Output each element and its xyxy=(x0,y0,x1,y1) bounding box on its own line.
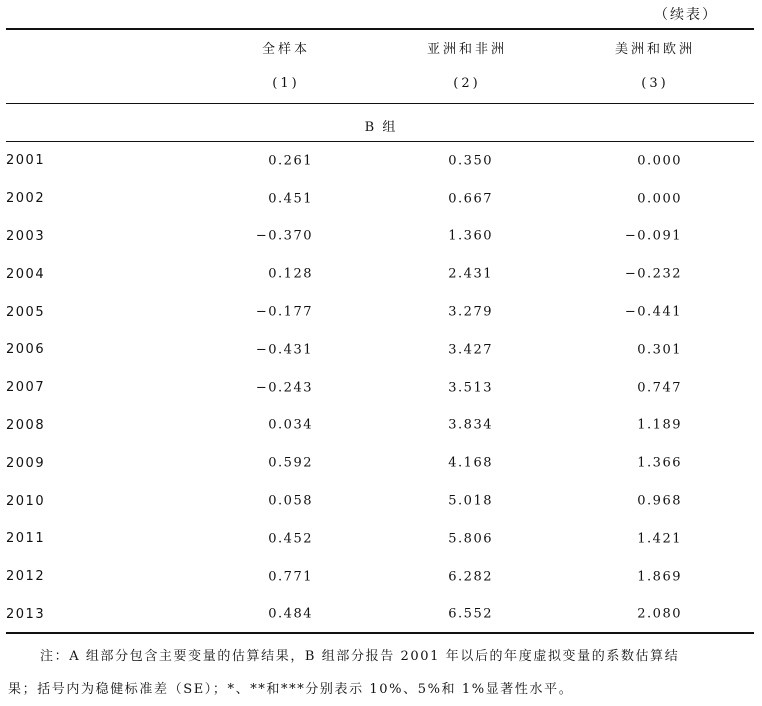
cell-col1: 0.128 xyxy=(268,266,313,282)
cell-col3: 2.080 xyxy=(637,606,682,622)
row-year: 2011 xyxy=(6,531,46,547)
cell-col3: 0.000 xyxy=(637,191,682,207)
cell-col2: 2.431 xyxy=(448,266,493,282)
cell-col1: −0.243 xyxy=(255,380,313,396)
cell-col1: 0.451 xyxy=(268,191,313,207)
cell-col1: 0.452 xyxy=(268,531,313,547)
col2-number: (2) xyxy=(453,76,481,91)
row-year: 2007 xyxy=(6,380,46,396)
cell-col3: 1.366 xyxy=(637,455,682,471)
cell-col2: 3.513 xyxy=(448,380,493,396)
table-row xyxy=(6,331,754,369)
table-row xyxy=(6,520,754,558)
row-year: 2009 xyxy=(6,455,46,471)
cell-col2: 0.667 xyxy=(448,191,493,207)
cell-col1: 0.484 xyxy=(268,606,313,622)
cell-col2: 6.282 xyxy=(448,569,493,585)
cell-col3: 1.869 xyxy=(637,569,682,585)
table-row xyxy=(6,407,754,445)
table-row xyxy=(6,218,754,256)
row-year: 2003 xyxy=(6,228,46,244)
cell-col3: 0.968 xyxy=(637,493,682,509)
row-year: 2010 xyxy=(6,493,46,509)
cell-col1: 0.592 xyxy=(268,455,313,471)
table-row xyxy=(6,142,754,180)
row-year: 2008 xyxy=(6,417,46,433)
row-year: 2013 xyxy=(6,606,46,622)
cell-col3: −0.441 xyxy=(624,304,682,320)
cell-col2: 3.834 xyxy=(448,417,493,433)
cell-col3: −0.232 xyxy=(624,266,682,282)
cell-col2: 3.427 xyxy=(448,342,493,358)
cell-col1: −0.370 xyxy=(255,228,313,244)
panel-b-label: B 组 xyxy=(364,120,398,135)
header-rule xyxy=(6,103,754,104)
bottom-rule xyxy=(6,632,754,634)
cell-col3: 1.421 xyxy=(637,531,682,547)
row-year: 2004 xyxy=(6,266,46,282)
col1-header: 全样本 xyxy=(261,42,310,57)
table-row xyxy=(6,482,754,520)
table-row xyxy=(6,180,754,218)
note-line-1: 注：A 组部分包含主要变量的估算结果，B 组部分报告 2001 年以后的年度虚拟变量的系数估算结 xyxy=(40,649,680,664)
table-row xyxy=(6,596,754,634)
cell-col1: −0.177 xyxy=(255,304,313,320)
cell-col2: 0.350 xyxy=(448,153,493,169)
cell-col2: 4.168 xyxy=(448,455,493,471)
table-row xyxy=(6,558,754,596)
col3-header: 美洲和欧洲 xyxy=(614,42,695,57)
cell-col1: 0.058 xyxy=(268,493,313,509)
row-year: 2012 xyxy=(6,569,46,585)
note-line-2: 果；括号内为稳健标准差（SE）；*、**和***分别表示 10%、5%和 1%显著性水平。 xyxy=(8,682,574,697)
cell-col3: −0.091 xyxy=(624,228,682,244)
row-year: 2006 xyxy=(6,342,46,358)
col1-number: (1) xyxy=(272,76,300,91)
cell-col2: 5.806 xyxy=(448,531,493,547)
cell-col3: 0.301 xyxy=(637,342,682,358)
col3-number: (3) xyxy=(641,76,669,91)
row-year: 2002 xyxy=(6,191,46,207)
row-year: 2001 xyxy=(6,153,46,169)
row-year: 2005 xyxy=(6,304,46,320)
cell-col2: 6.552 xyxy=(448,606,493,622)
col2-header: 亚洲和非洲 xyxy=(426,42,507,57)
cell-col2: 1.360 xyxy=(448,228,493,244)
cell-col3: 1.189 xyxy=(637,417,682,433)
cell-col1: 0.261 xyxy=(268,153,313,169)
cell-col3: 0.000 xyxy=(637,153,682,169)
table-row xyxy=(6,293,754,331)
continued-label: （续表） xyxy=(654,7,718,23)
results-table xyxy=(6,142,754,633)
cell-col2: 5.018 xyxy=(448,493,493,509)
top-rule xyxy=(6,28,754,30)
table-row xyxy=(6,255,754,293)
cell-col1: −0.431 xyxy=(255,342,313,358)
table-row xyxy=(6,369,754,407)
cell-col1: 0.034 xyxy=(268,417,313,433)
cell-col3: 0.747 xyxy=(637,380,682,396)
cell-col2: 3.279 xyxy=(448,304,493,320)
table-row xyxy=(6,444,754,482)
cell-col1: 0.771 xyxy=(268,569,313,585)
